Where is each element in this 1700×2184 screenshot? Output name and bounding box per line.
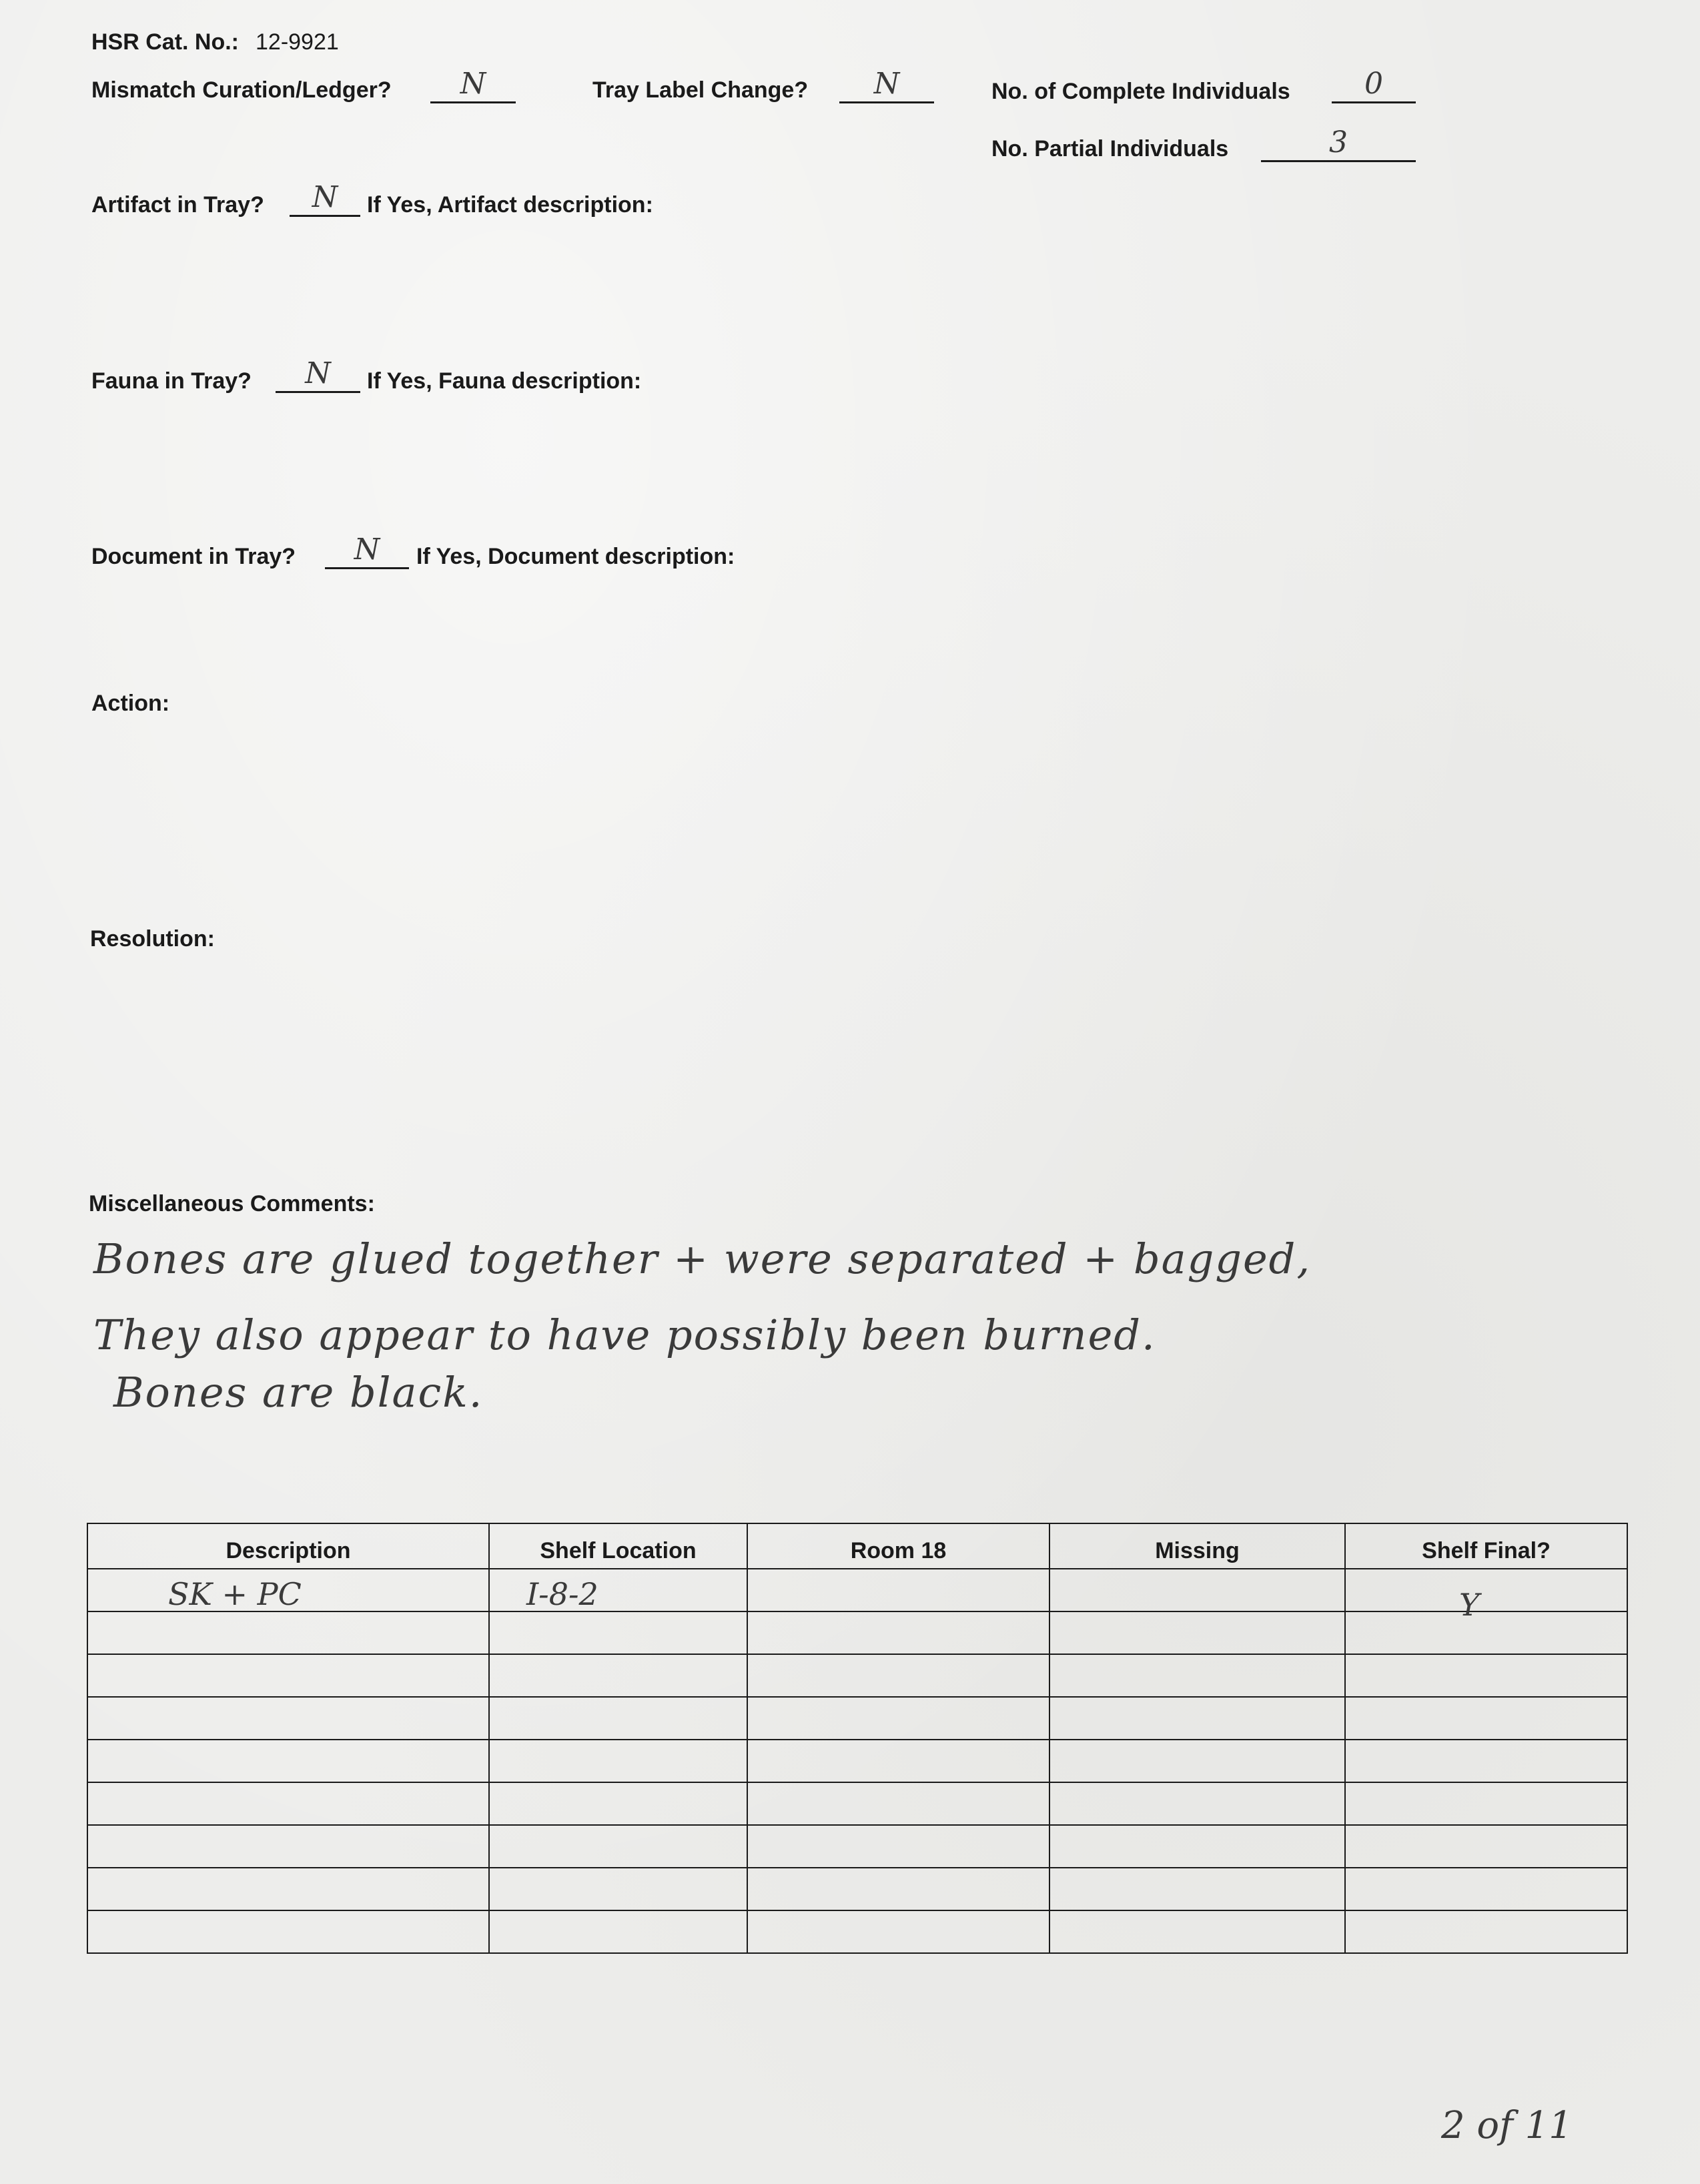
fauna-description-label: If Yes, Fauna description:: [367, 368, 642, 394]
table-cell[interactable]: [1049, 1740, 1345, 1782]
mismatch-label: Mismatch Curation/Ledger?: [91, 77, 392, 103]
table-cell[interactable]: [1345, 1868, 1627, 1910]
mismatch-field[interactable]: [430, 67, 516, 103]
table-cell[interactable]: [87, 1569, 489, 1611]
catalog-number: 12-9921: [256, 29, 339, 55]
table-cell[interactable]: [747, 1697, 1049, 1740]
action-label: Action:: [91, 691, 170, 716]
table-row: [87, 1782, 1627, 1825]
table-header-row: [87, 1523, 1627, 1569]
partial-individuals-value: 3: [1329, 125, 1348, 159]
fauna-value: N: [305, 356, 331, 390]
table-cell[interactable]: [489, 1868, 747, 1910]
table-cell[interactable]: [1345, 1782, 1627, 1825]
table-cell[interactable]: [1049, 1611, 1345, 1654]
table-cell[interactable]: [1345, 1910, 1627, 1953]
table-row: [87, 1740, 1627, 1782]
complete-individuals-label: No. of Complete Individuals: [991, 79, 1290, 104]
table-cell[interactable]: [489, 1654, 747, 1697]
misc-comment-line: Bones are glued together + were separated + bagged,: [93, 1234, 1312, 1283]
table-cell[interactable]: [87, 1868, 489, 1910]
page-number: 2 of 11: [1441, 2104, 1573, 2147]
artifact-description-label: If Yes, Artifact description:: [367, 192, 653, 218]
document-label: Document in Tray?: [91, 544, 296, 569]
table-cell[interactable]: [747, 1825, 1049, 1868]
table-cell[interactable]: [87, 1611, 489, 1654]
table-cell[interactable]: [1049, 1910, 1345, 1953]
table-cell[interactable]: [87, 1825, 489, 1868]
partial-individuals-field[interactable]: [1261, 125, 1416, 162]
table-cell[interactable]: [1345, 1697, 1627, 1740]
table-cell[interactable]: [747, 1569, 1049, 1611]
table-cell[interactable]: [747, 1740, 1049, 1782]
table-cell[interactable]: [1345, 1611, 1627, 1654]
table-cell[interactable]: [747, 1782, 1049, 1825]
cell-value: SK + PC: [168, 1576, 302, 1612]
table-cell[interactable]: [1345, 1740, 1627, 1782]
table-cell[interactable]: [87, 1697, 489, 1740]
complete-individuals-field[interactable]: [1332, 67, 1416, 103]
table-cell[interactable]: [747, 1654, 1049, 1697]
column-header-missing: Missing: [1049, 1523, 1345, 1569]
table-cell[interactable]: [87, 1740, 489, 1782]
table-cell[interactable]: [489, 1825, 747, 1868]
artifact-value: N: [312, 180, 338, 214]
table-cell[interactable]: [1049, 1654, 1345, 1697]
table-cell[interactable]: [1345, 1654, 1627, 1697]
complete-individuals-value: 0: [1364, 67, 1383, 101]
document-value: N: [354, 532, 380, 567]
tray-label-change-field[interactable]: [839, 67, 934, 103]
table-cell[interactable]: [1049, 1569, 1345, 1611]
table-cell[interactable]: [747, 1611, 1049, 1654]
document-field[interactable]: [325, 532, 409, 569]
table-cell[interactable]: [1345, 1569, 1627, 1623]
tray-label-change-value: N: [873, 67, 900, 101]
artifact-field[interactable]: [290, 180, 360, 217]
cell-value: I-8-2: [526, 1576, 598, 1612]
table-row: [87, 1825, 1627, 1868]
table-cell[interactable]: [87, 1782, 489, 1825]
partial-individuals-label: No. Partial Individuals: [991, 136, 1229, 161]
column-header-shelf-final: Shelf Final?: [1345, 1523, 1627, 1569]
table-cell[interactable]: [1049, 1868, 1345, 1910]
cell-value: Y: [1459, 1587, 1480, 1623]
column-header-room-18: Room 18: [747, 1523, 1049, 1569]
misc-comments-label: Miscellaneous Comments:: [89, 1191, 375, 1216]
document-description-label: If Yes, Document description:: [416, 544, 735, 569]
table-cell[interactable]: [87, 1654, 489, 1697]
misc-comment-line: They also appear to have possibly been burned.: [93, 1311, 1156, 1359]
table-row: [87, 1868, 1627, 1910]
inventory-table: [87, 1523, 1628, 1954]
column-header-description: Description: [87, 1523, 489, 1569]
resolution-label: Resolution:: [90, 926, 215, 952]
artifact-label: Artifact in Tray?: [91, 192, 264, 218]
table-row: [87, 1697, 1627, 1740]
fauna-field[interactable]: [276, 356, 360, 393]
table-cell[interactable]: [1049, 1697, 1345, 1740]
table-row: [87, 1611, 1627, 1654]
table-cell[interactable]: [747, 1868, 1049, 1910]
table-row: [87, 1654, 1627, 1697]
table-row: [87, 1910, 1627, 1953]
tray-label-change-label: Tray Label Change?: [592, 77, 809, 103]
table-cell[interactable]: [489, 1910, 747, 1953]
table-cell[interactable]: [489, 1782, 747, 1825]
table-cell[interactable]: [1049, 1782, 1345, 1825]
table-cell[interactable]: [489, 1697, 747, 1740]
table-cell[interactable]: [747, 1910, 1049, 1953]
table-cell[interactable]: [489, 1569, 747, 1611]
table-cell[interactable]: [1345, 1825, 1627, 1868]
mismatch-value: N: [460, 67, 486, 101]
table-row: [87, 1569, 1627, 1611]
table-cell[interactable]: [1049, 1825, 1345, 1868]
column-header-shelf-location: Shelf Location: [489, 1523, 747, 1569]
table-cell[interactable]: [489, 1611, 747, 1654]
fauna-label: Fauna in Tray?: [91, 368, 252, 394]
table-cell[interactable]: [87, 1910, 489, 1953]
misc-comment-line: Bones are black.: [113, 1368, 484, 1417]
catalog-label: HSR Cat. No.:: [91, 29, 239, 55]
table-cell[interactable]: [489, 1740, 747, 1782]
